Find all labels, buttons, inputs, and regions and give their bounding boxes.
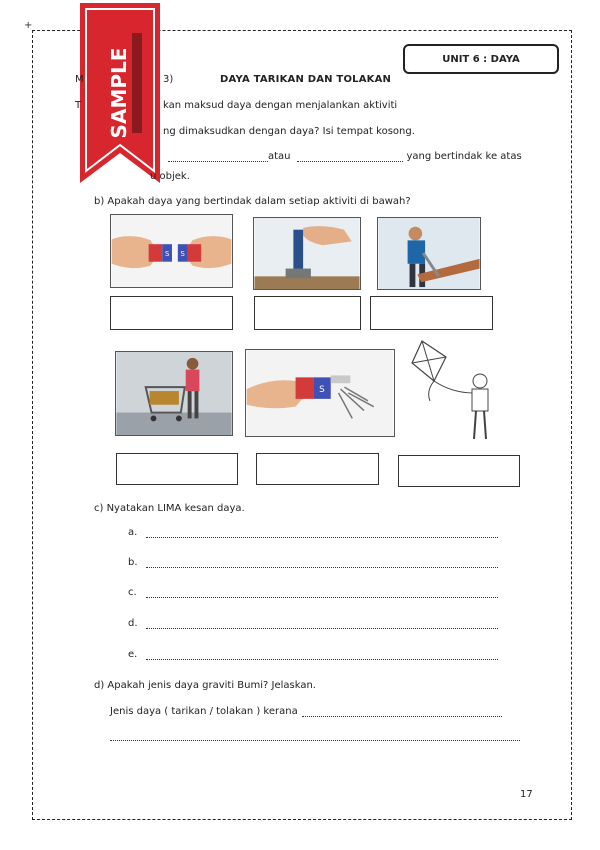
- effect-row: [128, 618, 498, 629]
- magnets-repel-image: [110, 214, 233, 288]
- answer-box[interactable]: [110, 296, 233, 330]
- blank-line[interactable]: [146, 650, 498, 660]
- blank-line[interactable]: [168, 152, 268, 162]
- effect-row: [128, 527, 498, 538]
- question-d-answer-row: [110, 706, 502, 717]
- question-a-end: yang bertindak ke atas: [406, 151, 522, 162]
- magnet-pins-image: [245, 349, 395, 437]
- hammer-nail-image: [253, 217, 361, 290]
- question-c-prompt: c) Nyatakan LIMA kesan daya.: [94, 503, 245, 514]
- module-prefix: M: [75, 74, 84, 85]
- item-letter: c.: [128, 587, 137, 598]
- answer-box[interactable]: [116, 453, 238, 485]
- question-a-fill-row: [168, 151, 522, 162]
- blank-line[interactable]: [146, 528, 498, 538]
- answer-box[interactable]: [370, 296, 493, 330]
- item-letter: a.: [128, 527, 138, 538]
- effect-row: [128, 587, 498, 598]
- blank-line[interactable]: [297, 152, 403, 162]
- question-d-answer-row-2: [110, 731, 520, 741]
- blank-line[interactable]: [146, 558, 498, 568]
- blank-line[interactable]: [302, 707, 502, 717]
- blank-line[interactable]: [146, 619, 498, 629]
- answer-box[interactable]: [398, 455, 520, 487]
- question-d-lead: Jenis daya ( tarikan / tolakan ) kerana: [110, 706, 298, 717]
- blank-line[interactable]: [146, 588, 498, 598]
- sample-ribbon-logo: [80, 3, 160, 183]
- unit-label: UNIT 6 : DAYA: [403, 44, 559, 74]
- objective-text: kan maksud daya dengan menjalankan aktiviti: [163, 100, 398, 111]
- trolley-push-image: [115, 351, 233, 436]
- item-letter: e.: [128, 649, 138, 660]
- page-number: 17: [520, 789, 533, 800]
- svg-text:S: S: [180, 249, 185, 258]
- item-letter: d.: [128, 618, 138, 629]
- svg-text:S: S: [319, 385, 325, 396]
- man-sawing-image: [377, 217, 481, 290]
- question-a-line1: ng dimaksudkan dengan daya? Isi tempat kosong.: [163, 126, 415, 137]
- question-a-line2: u objek.: [150, 171, 190, 182]
- question-a-mid: atau: [268, 151, 291, 162]
- answer-box[interactable]: [254, 296, 361, 330]
- corner-mark: +: [24, 20, 33, 31]
- blank-line[interactable]: [110, 731, 520, 741]
- svg-text:SAMPLE: SAMPLE: [107, 47, 131, 139]
- kite-boy-image: [408, 337, 508, 445]
- item-letter: b.: [128, 557, 138, 568]
- effect-row: [128, 649, 498, 660]
- question-b-prompt: b) Apakah daya yang bertindak dalam setiap aktiviti di bawah?: [94, 196, 411, 207]
- svg-text:S: S: [164, 249, 170, 258]
- question-d-prompt: d) Apakah jenis daya graviti Bumi? Jelaskan.: [94, 680, 316, 691]
- effect-row: [128, 557, 498, 568]
- module-suffix: 3): [163, 74, 174, 85]
- answer-box[interactable]: [256, 453, 379, 485]
- intro-prefix: T: [75, 100, 82, 111]
- page-title: DAYA TARIKAN DAN TOLAKAN: [220, 74, 392, 85]
